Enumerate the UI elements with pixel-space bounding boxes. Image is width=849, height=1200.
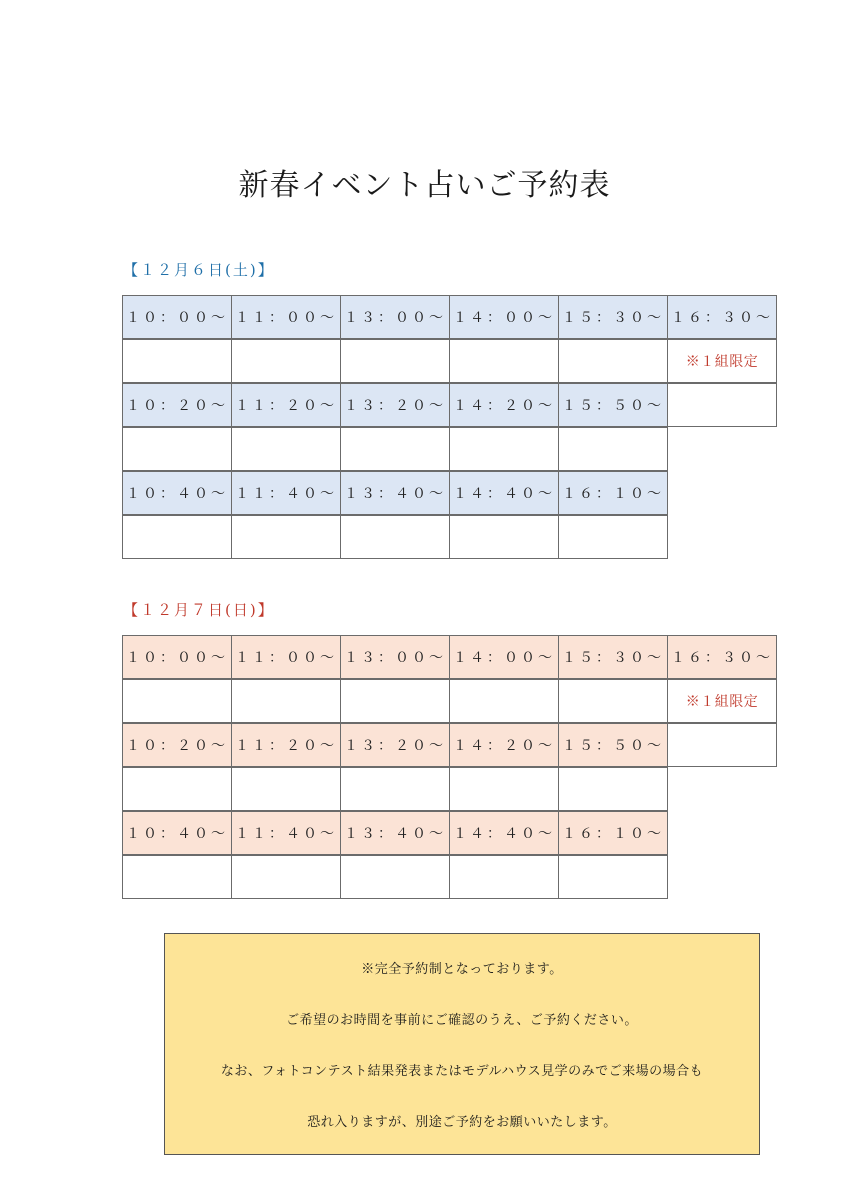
booking-cell[interactable] [231, 679, 341, 723]
booking-cell[interactable] [231, 427, 341, 471]
time-slot: １４：２０～ [449, 723, 559, 767]
time-slot: １０：２０～ [122, 723, 232, 767]
booking-cell[interactable] [231, 855, 341, 899]
time-slot: １１：２０～ [231, 383, 341, 427]
booking-cell[interactable] [231, 339, 341, 383]
time-slot: １５：５０～ [558, 723, 668, 767]
time-slot: １１：２０～ [231, 723, 341, 767]
booking-cell[interactable] [558, 679, 668, 723]
time-slot: １０：４０～ [122, 811, 232, 855]
booking-row [122, 515, 776, 559]
time-slot: １４：００～ [449, 295, 559, 339]
booking-cell[interactable] [449, 855, 559, 899]
booking-cell[interactable] [340, 855, 450, 899]
time-slot: １０：００～ [122, 295, 232, 339]
notice-line: ※完全予約制となっております。 [361, 962, 563, 977]
booking-cell[interactable] [122, 767, 232, 811]
time-slot: １１：４０～ [231, 811, 341, 855]
booking-cell[interactable] [449, 515, 559, 559]
booking-cell[interactable] [122, 855, 232, 899]
booking-cell[interactable] [231, 515, 341, 559]
booking-cell[interactable] [122, 515, 232, 559]
time-slot: １１：００～ [231, 635, 341, 679]
time-slot: １４：００～ [449, 635, 559, 679]
booking-row [122, 427, 776, 471]
time-slot: １６：１０～ [558, 471, 668, 515]
notice-line: ご希望のお時間を事前にご確認のうえ、ご予約ください。 [286, 1013, 638, 1028]
time-row [122, 811, 776, 855]
booking-cell[interactable] [667, 723, 777, 767]
time-slot: １１：４０～ [231, 471, 341, 515]
booking-cell[interactable] [449, 679, 559, 723]
booking-cell[interactable] [667, 383, 777, 427]
time-row [122, 295, 776, 339]
booking-cell[interactable] [340, 767, 450, 811]
time-slot: １５：３０～ [558, 295, 668, 339]
booking-cell[interactable] [231, 767, 341, 811]
day2-date-label: 【１２月７日(日)】 [123, 601, 275, 619]
time-slot: １３：００～ [340, 635, 450, 679]
booking-cell[interactable] [558, 767, 668, 811]
day1-date-label: 【１２月６日(土)】 [123, 261, 275, 279]
booking-cell[interactable] [558, 855, 668, 899]
time-row [122, 723, 776, 767]
booking-row [122, 855, 776, 899]
booking-cell[interactable] [340, 339, 450, 383]
page-title: 新春イベント占いご予約表 [238, 168, 611, 203]
time-row [122, 383, 776, 427]
booking-cell[interactable] [449, 427, 559, 471]
booking-cell[interactable] [122, 339, 232, 383]
notice-line: 恐れ入りますが、別途ご予約をお願いいたします。 [307, 1115, 617, 1130]
time-slot: １６：１０～ [558, 811, 668, 855]
day1-schedule-grid [122, 295, 776, 559]
time-slot: １１：００～ [231, 295, 341, 339]
time-slot: １５：３０～ [558, 635, 668, 679]
booking-cell[interactable] [558, 427, 668, 471]
time-slot: １３：２０～ [340, 723, 450, 767]
booking-cell[interactable] [340, 427, 450, 471]
time-slot: １０：４０～ [122, 471, 232, 515]
notice-line: なお、フォトコンテスト結果発表またはモデルハウス見学のみでご来場の場合も [220, 1064, 704, 1079]
time-slot: １０：２０～ [122, 383, 232, 427]
time-slot: １６：３０～ [667, 295, 777, 339]
limit-note: ※１組限定 [667, 679, 777, 723]
time-slot: １４：４０～ [449, 471, 559, 515]
booking-row [122, 767, 776, 811]
booking-cell[interactable] [340, 515, 450, 559]
booking-cell[interactable] [558, 515, 668, 559]
time-slot: １３：４０～ [340, 471, 450, 515]
booking-cell[interactable] [449, 767, 559, 811]
time-slot: １５：５０～ [558, 383, 668, 427]
day2-schedule-grid [122, 635, 776, 899]
time-slot: １４：４０～ [449, 811, 559, 855]
time-slot: １３：４０～ [340, 811, 450, 855]
time-slot: １６：３０～ [667, 635, 777, 679]
time-row [122, 635, 776, 679]
time-slot: １３：２０～ [340, 383, 450, 427]
booking-row [122, 339, 776, 383]
reservation-notice-box [164, 933, 760, 1155]
time-row [122, 471, 776, 515]
booking-cell[interactable] [122, 679, 232, 723]
time-slot: １３：００～ [340, 295, 450, 339]
booking-cell[interactable] [340, 679, 450, 723]
booking-cell[interactable] [449, 339, 559, 383]
booking-cell[interactable] [558, 339, 668, 383]
limit-note: ※１組限定 [667, 339, 777, 383]
booking-cell[interactable] [122, 427, 232, 471]
booking-row [122, 679, 776, 723]
time-slot: １４：２０～ [449, 383, 559, 427]
time-slot: １０：００～ [122, 635, 232, 679]
